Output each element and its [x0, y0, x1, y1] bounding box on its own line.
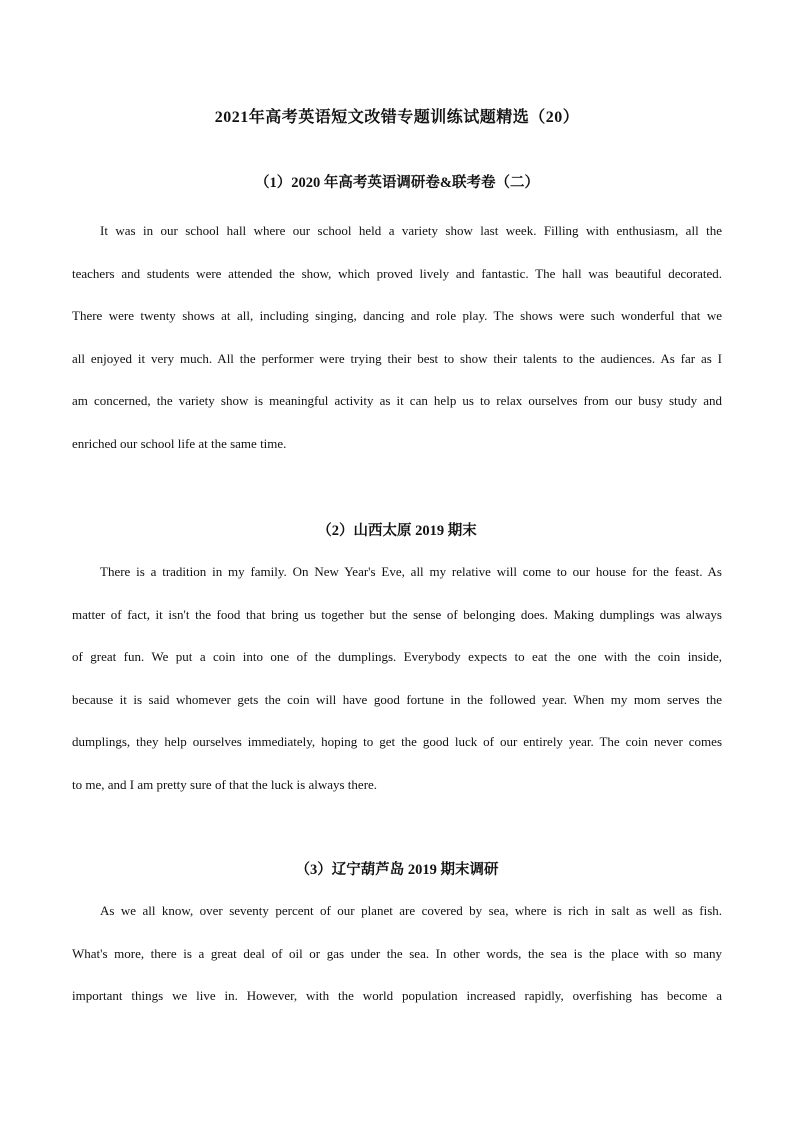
paragraph-line: teachers and students were attended the show, which proved lively and fantastic. The hall was beautiful decorated.: [72, 265, 722, 281]
paragraph-line: to me, and I am pretty sure of that the luck is always there.: [72, 776, 378, 792]
paragraph-line: It was in our school hall where our school held a variety show last week. Filling with enthusiasm, all the: [100, 223, 722, 238]
paragraph-line: What's more, there is a great deal of oil or gas under the sea. In other words, the sea is the place with so many: [72, 945, 722, 961]
section-1-paragraph: [72, 210, 722, 465]
document-title: 2021年高考英语短文改错专题训练试题精选（20）: [214, 109, 580, 126]
paragraph-line: dumplings, they help ourselves immediately, hoping to get the good luck of our entirely year. The coin never comes: [72, 734, 722, 749]
section-3-paragraph: [72, 890, 722, 1018]
section-3-heading: （3）辽宁葫芦岛 2019 期末调研: [295, 862, 499, 878]
paragraph-line: all enjoyed it very much. All the performer were trying their best to show their talents to the audiences. As far as I: [72, 350, 722, 366]
paragraph-line: As we all know, over seventy percent of our planet are covered by sea, where is rich in salt as well as fish.: [100, 903, 722, 918]
paragraph-line: important things we live in. However, with the world population increased rapidly, overfishing has become a: [72, 988, 722, 1003]
paragraph-line: am concerned, the variety show is meaningful activity as it can help us to relax ourselves from our busy study and: [72, 393, 722, 408]
paragraph-line: because it is said whomever gets the coin will have good fortune in the followed year. When my mom serves the: [72, 691, 722, 707]
section-2-paragraph: [72, 551, 722, 806]
section-2-heading: （2）山西太原 2019 期末: [317, 523, 477, 539]
section-1-heading: （1）2020 年高考英语调研卷&联考卷（二）: [255, 175, 539, 191]
paragraph-line: There were twenty shows at all, including singing, dancing and role play. The shows were such wonderful that we: [72, 308, 722, 323]
paragraph-line: There is a tradition in my family. On New Year's Eve, all my relative will come to our house for the feast. As: [100, 564, 722, 579]
paragraph-line: enriched our school life at the same time.: [72, 435, 287, 451]
paragraph-line: of great fun. We put a coin into one of the dumplings. Everybody expects to eat the one with the coin inside,: [72, 649, 722, 664]
paragraph-line: matter of fact, it isn't the food that bring us together but the sense of belonging does. Making dumplings was always: [72, 606, 722, 622]
